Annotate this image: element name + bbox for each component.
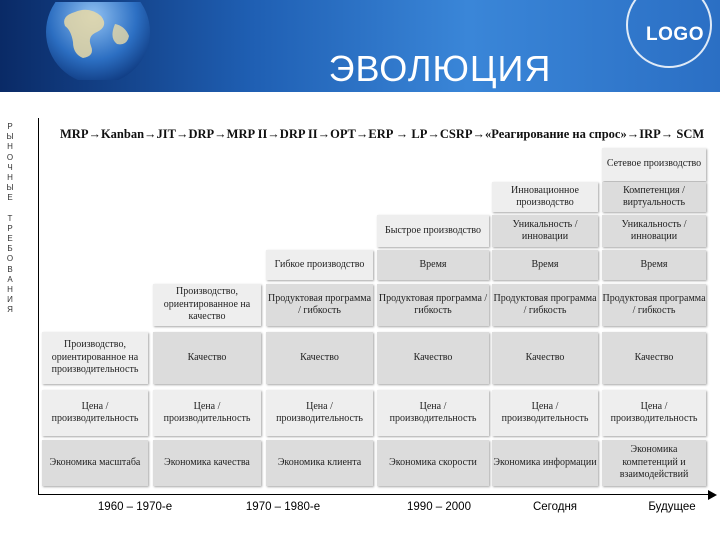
- cell-price-performance: Цена / производительность: [602, 390, 706, 436]
- side-label: [3, 122, 17, 316]
- logo-text: LOGO: [646, 24, 704, 45]
- side-label-letter: Ч: [7, 162, 13, 172]
- cell-uniqueness: Уникальность / инновации: [602, 215, 706, 247]
- header-banner: [0, 0, 720, 92]
- methods-chain: MRP→Kanban→JIT→DRP→MRP II→DRP II→OPT→ERP → LP→CSRP→«Реагирование на спрос»→IRP→ SCM: [60, 127, 705, 141]
- side-label-letter: О: [6, 254, 14, 264]
- side-label-letter: И: [7, 295, 13, 305]
- cell-economy-of-client: Экономика клиента: [266, 440, 373, 486]
- cell-product-program: Продуктовая программа / гибкость: [492, 284, 598, 326]
- cell-innovative-production: Инновационное производство: [492, 182, 598, 212]
- cell-product-program: Продуктовая программа / гибкость: [602, 284, 706, 326]
- side-label-letter: Н: [7, 173, 13, 183]
- side-label-letter: Ы: [6, 132, 14, 142]
- cell-economy-of-competence: Экономика компетенций и взаимодействий: [602, 440, 706, 486]
- side-label-letter: В: [7, 264, 13, 274]
- cell-quality: Качество: [602, 332, 706, 384]
- time-axis-line: [38, 494, 710, 495]
- cell-time: Время: [602, 250, 706, 280]
- cell-quality: Качество: [266, 332, 373, 384]
- cell-economy-of-quality: Экономика качества: [153, 440, 261, 486]
- side-label-letter: Т: [7, 213, 13, 223]
- cell-quality: Качество: [153, 332, 261, 384]
- period-label: 1960 – 1970-е: [97, 501, 173, 513]
- side-label-letter: Н: [7, 285, 13, 295]
- cell-flexible-production: Гибкое производство: [266, 250, 373, 280]
- cell-price-performance: Цена / производительность: [42, 390, 148, 436]
- cell-quality: Качество: [492, 332, 598, 384]
- cell-fast-production: Быстрое производство: [377, 215, 489, 247]
- arrow-right-icon: [708, 490, 717, 500]
- cell-productivity-oriented: Производство, ориентированное на производительность: [42, 332, 148, 384]
- cell-quality: Качество: [377, 332, 489, 384]
- cell-product-program: Продуктовая программа / гибкость: [266, 284, 373, 326]
- cell-price-performance: Цена / производительность: [377, 390, 489, 436]
- period-label: Будущее: [648, 501, 696, 513]
- cell-time: Время: [377, 250, 489, 280]
- side-label-letter: А: [7, 274, 13, 284]
- period-label: 1990 – 2000: [407, 501, 471, 513]
- side-label-letter: О: [6, 152, 14, 162]
- cell-price-performance: Цена / производительность: [153, 390, 261, 436]
- side-label-letter: Ы: [6, 183, 14, 193]
- cell-network-production: Сетевое производство: [602, 148, 706, 181]
- side-label-letter: Р: [7, 223, 13, 233]
- side-label-letter: Е: [7, 193, 13, 203]
- cell-economy-of-speed: Экономика скорости: [377, 440, 489, 486]
- vertical-axis-line: [38, 118, 39, 494]
- cell-economy-of-scale: Экономика масштаба: [42, 440, 148, 486]
- side-label-letter: Е: [7, 234, 13, 244]
- cell-product-program: Продуктовая программа / гибкость: [377, 284, 489, 326]
- page-title: ЭВОЛЮЦИЯ: [328, 48, 552, 89]
- cell-economy-of-information: Экономика информации: [492, 440, 598, 486]
- side-label-letter: Н: [7, 142, 13, 152]
- cell-time: Время: [492, 250, 598, 280]
- period-label: Сегодня: [532, 501, 578, 513]
- cell-quality-oriented: Производство, ориентированное на качество: [153, 284, 261, 326]
- side-label-letter: Я: [7, 305, 13, 315]
- cell-uniqueness: Уникальность / инновации: [492, 215, 598, 247]
- cell-competence-virtuality: Компетенция / виртуальность: [602, 182, 706, 212]
- side-label-letter: Б: [7, 244, 13, 254]
- period-label: 1970 – 1980-е: [245, 501, 321, 513]
- cell-price-performance: Цена / производительность: [266, 390, 373, 436]
- cell-price-performance: Цена / производительность: [492, 390, 598, 436]
- side-label-letter: Р: [7, 122, 13, 131]
